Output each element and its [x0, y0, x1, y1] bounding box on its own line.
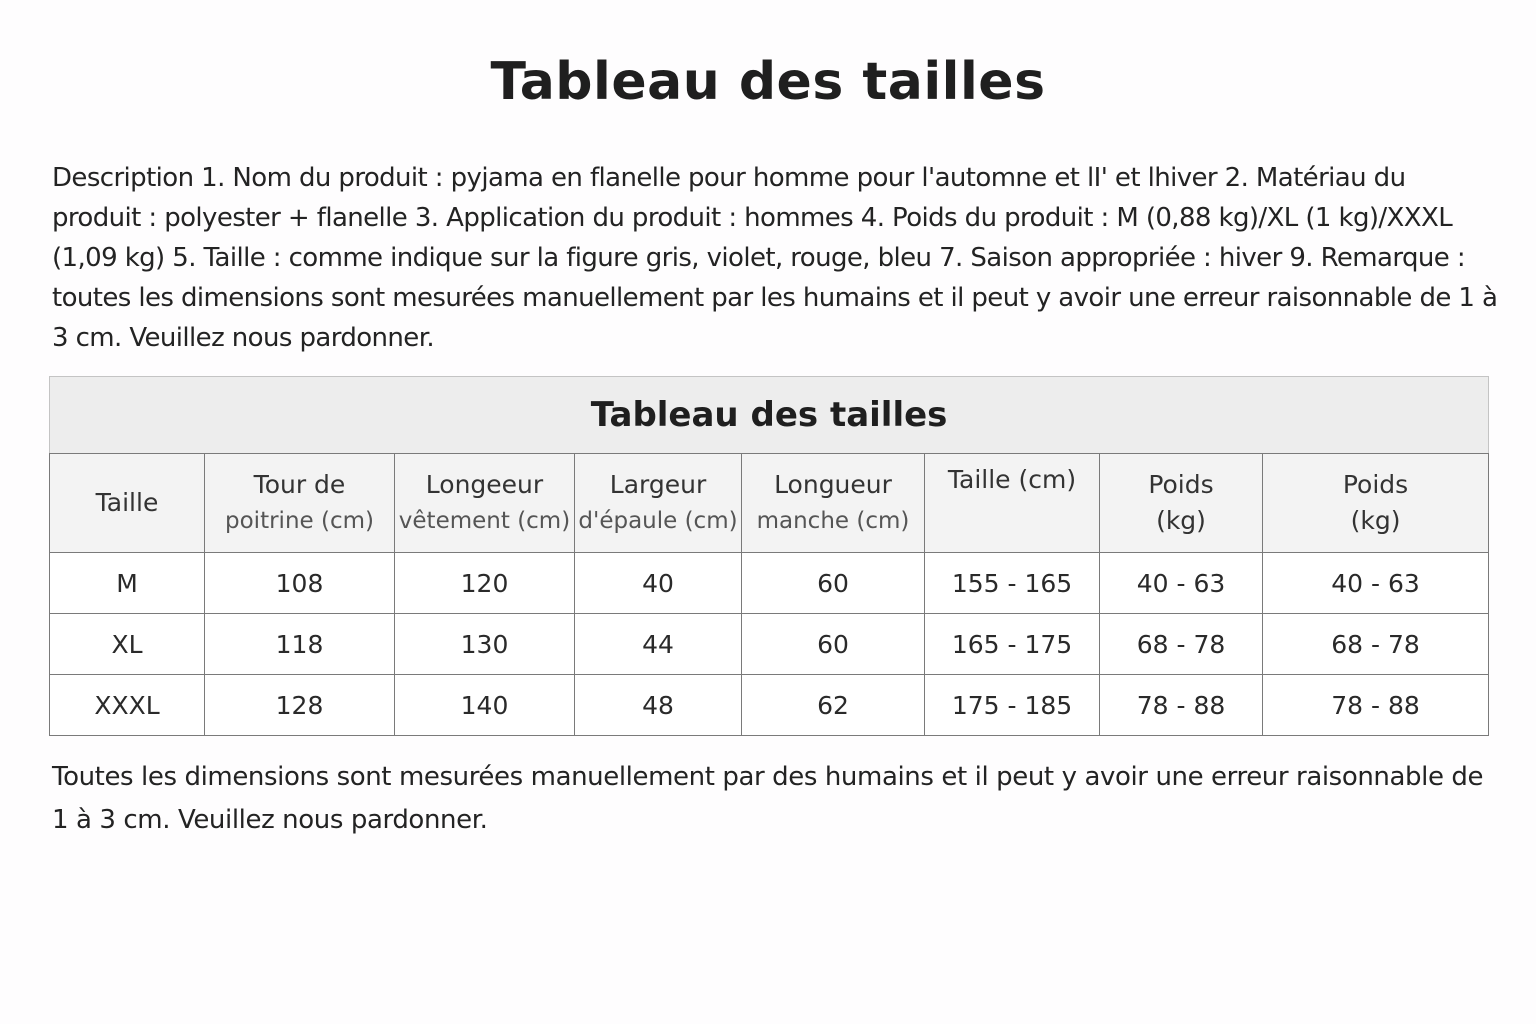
product-description: Description 1. Nom du produit : pyjama en flanelle pour homme pour l'automne et lI' et lhiver 2. Matériau du produit : polyester + flanelle 3. Application du produit : hommes 4. Poids du produit : M (0,88 kg)/XL (1 kg)/XXXL (1,09 kg) 5. Taille : comme indique sur la figure gris, violet, rouge, bleu 7. Saison appropriée : hiver 9. Remarque : toutes les dimensions sont mesurées manuellement par les humains et il peut y avoir une erreur raisonnable de 1 à 3 cm. Veuillez nous pardonner. [52, 163, 1498, 353]
table-cell: 60 [742, 553, 925, 614]
table-cell: M [50, 553, 205, 614]
table-cell: 155 - 165 [925, 553, 1100, 614]
column-header-chest: Tour de poitrine (cm) [205, 454, 395, 553]
table-cell: 40 - 63 [1263, 553, 1489, 614]
table-cell: 130 [395, 614, 575, 675]
column-header-height: Taille (cm) [925, 454, 1100, 553]
column-header-garment-length: Longeeur vêtement (cm) [395, 454, 575, 553]
table-cell: 40 - 63 [1100, 553, 1263, 614]
table-cell: 128 [205, 675, 395, 736]
table-row [50, 614, 1489, 675]
table-cell: XL [50, 614, 205, 675]
measurement-note: Toutes les dimensions sont mesurées manuellement par des humains et il peut y avoir une erreur raisonnable de 1 à 3 cm. Veuillez nous pardonner. [52, 762, 1484, 835]
table-cell: 108 [205, 553, 395, 614]
table-cell: 68 - 78 [1100, 614, 1263, 675]
table-cell: 78 - 88 [1100, 675, 1263, 736]
table-title-row [50, 377, 1489, 454]
table-cell: 78 - 88 [1263, 675, 1489, 736]
table-row [50, 553, 1489, 614]
table-cell: 48 [575, 675, 742, 736]
table-cell: 165 - 175 [925, 614, 1100, 675]
table-cell: 120 [395, 553, 575, 614]
table-cell: 140 [395, 675, 575, 736]
table-cell: 68 - 78 [1263, 614, 1489, 675]
table-cell: XXXL [50, 675, 205, 736]
page-title: Tableau des tailles [490, 52, 1046, 112]
table-cell: 62 [742, 675, 925, 736]
table-cell: 44 [575, 614, 742, 675]
size-table [49, 376, 1489, 736]
size-table-container [49, 376, 1488, 736]
table-header-row [50, 454, 1489, 553]
table-title: Tableau des tailles [50, 377, 1489, 454]
column-header-size: Taille [50, 454, 205, 553]
table-row [50, 675, 1489, 736]
column-header-shoulder-width: Largeur d'épaule (cm) [575, 454, 742, 553]
table-cell: 40 [575, 553, 742, 614]
table-cell: 118 [205, 614, 395, 675]
table-cell: 60 [742, 614, 925, 675]
column-header-sleeve-length: Longueur manche (cm) [742, 454, 925, 553]
column-header-weight-2: Poids (kg) [1263, 454, 1489, 553]
table-cell: 175 - 185 [925, 675, 1100, 736]
column-header-weight-1: Poids (kg) [1100, 454, 1263, 553]
